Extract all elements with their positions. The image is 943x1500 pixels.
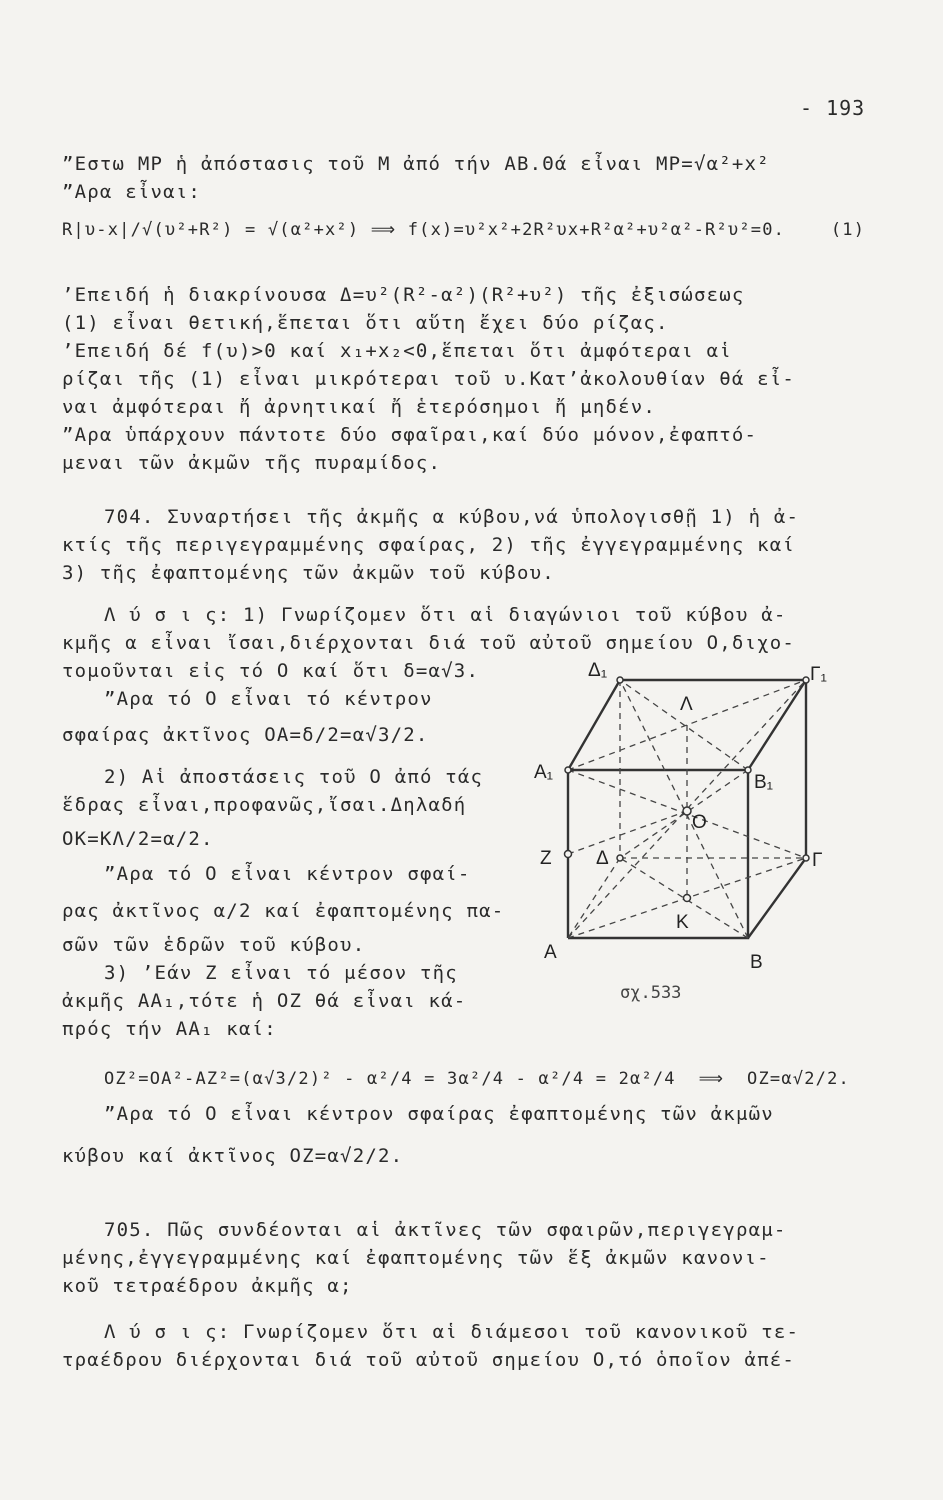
solution-line: Λ ύ σ ι ς: Γνωρίζομεν ὅτι αἱ διάμεσοι τοῦ κανονικοῦ τε- xyxy=(104,1321,800,1343)
label-a: Α xyxy=(544,942,557,963)
text-line: ”Αρα εἶναι: xyxy=(62,181,202,203)
point-g xyxy=(803,855,809,861)
equation-line: R|υ-x|/√(υ²+R²) = √(α²+x²) ⟹ f(x)=υ²x²+2R²υx+R²α²+υ²α²-R²υ²=0. (1) xyxy=(62,220,866,240)
problem-704-line: κτίς τῆς περιγεγραμμένης σφαίρας, 2) τῆς ἐγγεγραμμένης καί xyxy=(62,534,796,556)
problem-704-line: 3) τῆς ἐφαπτομένης τῶν ἀκμῶν τοῦ κύβου. xyxy=(62,562,555,584)
figure-caption: σχ.533 xyxy=(620,983,682,1003)
figure-labels xyxy=(534,660,827,1003)
solution-line: κύβου καί ἀκτῖνος ΟΖ=α√2/2. xyxy=(62,1145,404,1167)
front-face xyxy=(568,770,748,938)
solution-line: πρός τήν ΑΑ₁ καί: xyxy=(62,1018,277,1040)
solution-line: ἕδρας εἶναι,προφανῶς,ἴσαι.Δηλαδή xyxy=(62,794,467,816)
label-g1: Γ₁ xyxy=(810,664,827,685)
solution-line: σῶν τῶν ἑδρῶν τοῦ κύβου. xyxy=(62,934,366,956)
label-g: Γ xyxy=(812,850,823,871)
solution-line: σφαίρας ἀκτῖνος ΟΑ=δ/2=α√3/2. xyxy=(62,724,429,746)
solution-line: 2) Αἱ ἀποστάσεις τοῦ Ο ἀπό τάς xyxy=(104,766,484,788)
solution-line: ρας ἀκτῖνος α/2 καί ἐφαπτομένης πα- xyxy=(62,900,505,922)
solution-line: τραέδρου διέρχονται διά τοῦ αὐτοῦ σημείου Ο,τό ὁποῖον ἀπέ- xyxy=(62,1349,796,1371)
equation-line: ΟΖ²=ΟΑ²-ΑΖ²=(α√3/2)² - α²/4 = 3α²/4 - α²/4 = 2α²/4 ⟹ ΟΖ=α√2/2. xyxy=(104,1069,850,1089)
label-lambda: Λ xyxy=(680,694,693,715)
label-b: Β xyxy=(750,952,763,973)
text-line: ’Επειδή ἡ διακρίνουσα Δ=υ²(R²-α²)(R²+υ²) τῆς ἐξισώσεως xyxy=(62,284,745,306)
text-line: ”Εστω ΜΡ ἡ ἀπόστασις τοῦ Μ ἀπό τήν ΑΒ.Θά εἶναι ΜΡ=√α²+x² xyxy=(62,153,770,175)
point-k xyxy=(684,895,691,902)
solution-line: Λ ύ σ ι ς: 1) Γνωρίζομεν ὅτι αἱ διαγώνιοι τοῦ κύβου ἀ- xyxy=(104,604,787,626)
solution-line: τομοῦνται εἰς τό Ο καί ὅτι δ=α√3. xyxy=(62,660,480,682)
cube-figure xyxy=(528,660,848,1020)
text-line: μεναι τῶν ἀκμῶν τῆς πυραμίδος. xyxy=(62,452,442,474)
point-d xyxy=(617,855,623,861)
problem-705-line: μένης,ἐγγεγραμμένης καί ἐφαπτομένης τῶν ἕξ ἀκμῶν κανονι- xyxy=(62,1247,770,1269)
label-d: Δ xyxy=(596,848,609,869)
page-number: - 193 xyxy=(800,96,866,120)
text-line: ’Επειδή δέ f(υ)>0 καί x₁+x₂<0,ἕπεται ὅτι ἀμφότεραι αἱ xyxy=(62,340,732,362)
solution-line: ΟΚ=ΚΛ/2=α/2. xyxy=(62,828,214,850)
point-a1 xyxy=(565,767,571,773)
problem-705-line: κοῦ τετραέδρου ἀκμῆς α; xyxy=(62,1275,353,1297)
solution-line: ἀκμῆς ΑΑ₁,τότε ἡ ΟΖ θά εἶναι κά- xyxy=(62,990,467,1012)
solution-line: κμῆς α εἶναι ἴσαι,διέρχονται διά τοῦ αὐτοῦ σημείου Ο,διχο- xyxy=(62,632,796,654)
point-g1 xyxy=(803,677,809,683)
point-d1 xyxy=(617,677,623,683)
solution-line: ”Αρα τό Ο εἶναι κέντρον σφαί- xyxy=(104,863,471,885)
point-o xyxy=(683,807,691,815)
solution-line: ”Αρα τό Ο εἶναι τό κέντρον xyxy=(104,688,433,710)
solution-line: 3) ’Εάν Ζ εἶναι τό μέσον τῆς xyxy=(104,962,458,984)
label-a1: Α₁ xyxy=(534,762,554,783)
right-face-edges xyxy=(748,680,806,938)
label-k: Κ xyxy=(676,912,689,933)
problem-704-line: 704. Συναρτήσει τῆς ἀκμῆς α κύβου,νά ὑπολογισθῇ 1) ἡ ἀ- xyxy=(104,506,800,528)
label-d1: Δ₁ xyxy=(588,660,608,681)
text-line: ”Αρα ὑπάρχουν πάντοτε δύο σφαῖραι,καί δύο μόνον,ἐφαπτό- xyxy=(62,424,758,446)
label-z: Ζ xyxy=(540,848,552,869)
point-b1 xyxy=(745,767,751,773)
text-line: (1) εἶναι θετική,ἕπεται ὅτι αὕτη ἔχει δύο ρίζας. xyxy=(62,312,669,334)
solution-line: ”Αρα τό Ο εἶναι κέντρον σφαίρας ἐφαπτομένης τῶν ἀκμῶν xyxy=(104,1103,774,1125)
text-line: ρίζαι τῆς (1) εἶναι μικρότεραι τοῦ υ.Κατ’ἀκολουθίαν θά εἶ- xyxy=(62,368,796,390)
label-o: Ο xyxy=(692,812,707,833)
text-line: ναι ἀμφότεραι ἤ ἀρνητικαί ἤ ἑτερόσημοι ἤ μηδέν. xyxy=(62,396,657,418)
problem-705-line: 705. Πῶς συνδέονται αἱ ἀκτῖνες τῶν σφαιρῶν,περιγεγραμ- xyxy=(104,1219,787,1241)
label-b1: Β₁ xyxy=(754,772,774,793)
point-z xyxy=(565,851,572,858)
